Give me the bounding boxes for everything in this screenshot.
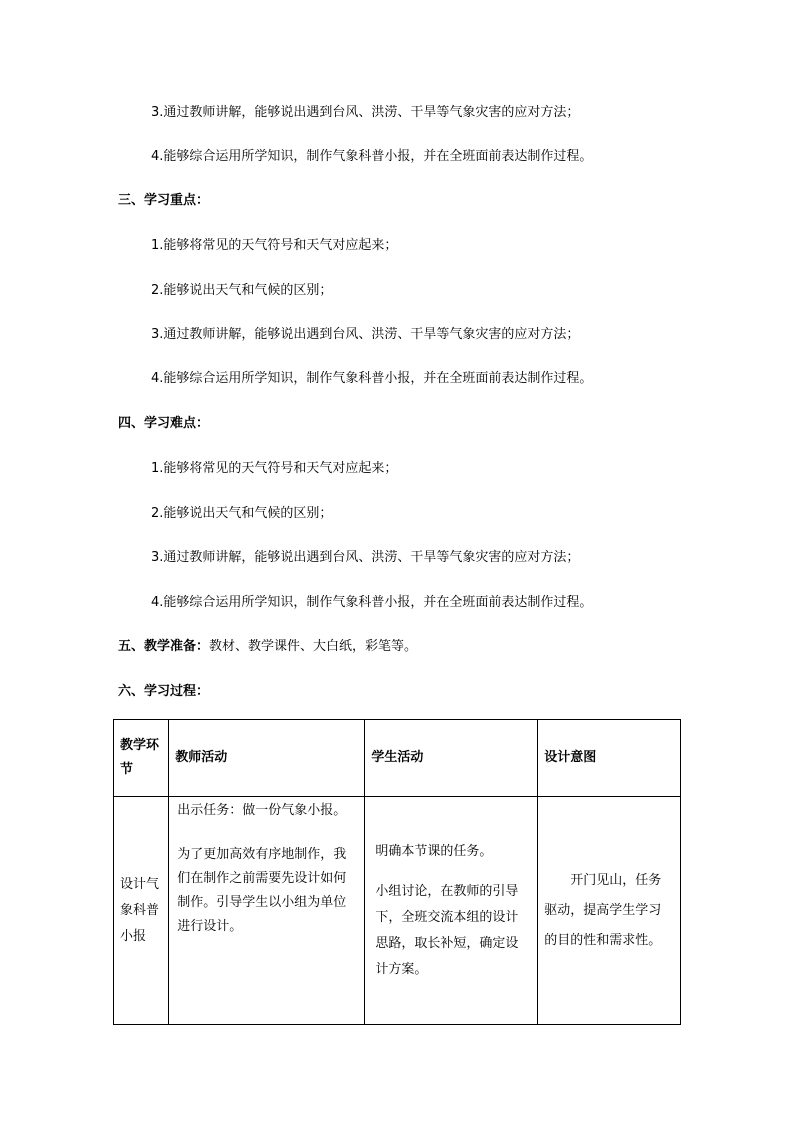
teacher-activity-1: 出示任务：做一份气象小报。 xyxy=(177,803,347,818)
objective-item-3: 3.通过教师讲解，能够说出遇到台风、洪涝、干旱等气象灾害的应对方法； xyxy=(151,105,580,120)
header-stage xyxy=(114,720,169,797)
difficulties-heading: 四、学习难点： xyxy=(118,416,210,431)
header-student-label: 学生活动 xyxy=(371,750,424,765)
difficulty-item-4: 4.能够综合运用所学知识，制作气象科普小报，并在全班面前表达制作过程。 xyxy=(151,595,593,610)
cell-student-activity xyxy=(365,797,538,1025)
student-activity-1: 明确本节课的任务。 xyxy=(375,843,493,859)
table-header-row xyxy=(114,720,681,797)
cell-stage: 设计气象科普小报 xyxy=(114,797,169,1025)
header-teacher-label: 教师活动 xyxy=(175,750,228,765)
preparation-line xyxy=(118,638,417,656)
header-student xyxy=(365,720,538,797)
key-points-heading: 三、学习重点： xyxy=(118,193,210,208)
difficulty-item-2: 2.能够说出天气和气候的区别； xyxy=(151,506,333,521)
header-intent-label: 设计意图 xyxy=(544,750,597,765)
difficulty-item-3: 3.通过教师讲解，能够说出遇到台风、洪涝、干旱等气象灾害的应对方法； xyxy=(151,550,580,565)
table-row xyxy=(114,797,681,1025)
key-point-item-2: 2.能够说出天气和气候的区别； xyxy=(151,283,333,298)
teacher-activity-2: 为了更加高效有序地制作，我们在制作之前需要先设计如何制作。引导学生以小组为单位进行设计。 xyxy=(177,847,347,934)
key-point-item-3: 3.通过教师讲解，能够说出遇到台风、洪涝、干旱等气象灾害的应对方法； xyxy=(151,327,580,342)
cell-design-intent: 开门见山，任务驱动，提高学生学习的目的性和需求性。 xyxy=(538,797,681,1025)
preparation-heading: 五、教学准备： xyxy=(118,639,210,654)
key-point-item-4: 4.能够综合运用所学知识，制作气象科普小报，并在全班面前表达制作过程。 xyxy=(151,371,593,386)
objective-item-4: 4.能够综合运用所学知识，制作气象科普小报，并在全班面前表达制作过程。 xyxy=(151,149,593,164)
process-table xyxy=(113,719,681,1025)
header-stage-label: 教学环节 xyxy=(120,738,160,777)
header-intent xyxy=(538,720,681,797)
difficulty-item-1: 1.能够将常见的天气符号和天气对应起来； xyxy=(151,461,398,476)
cell-teacher-activity xyxy=(169,797,365,1025)
process-heading: 六、学习过程： xyxy=(118,684,210,699)
student-activity-2: 小组讨论，在教师的引导下，全班交流本组的设计思路，取长补短，确定设计方案。 xyxy=(375,883,519,977)
key-point-item-1: 1.能够将常见的天气符号和天气对应起来； xyxy=(151,238,398,253)
header-teacher xyxy=(169,720,365,797)
preparation-text: 教材、教学课件、大白纸，彩笔等。 xyxy=(209,639,418,654)
